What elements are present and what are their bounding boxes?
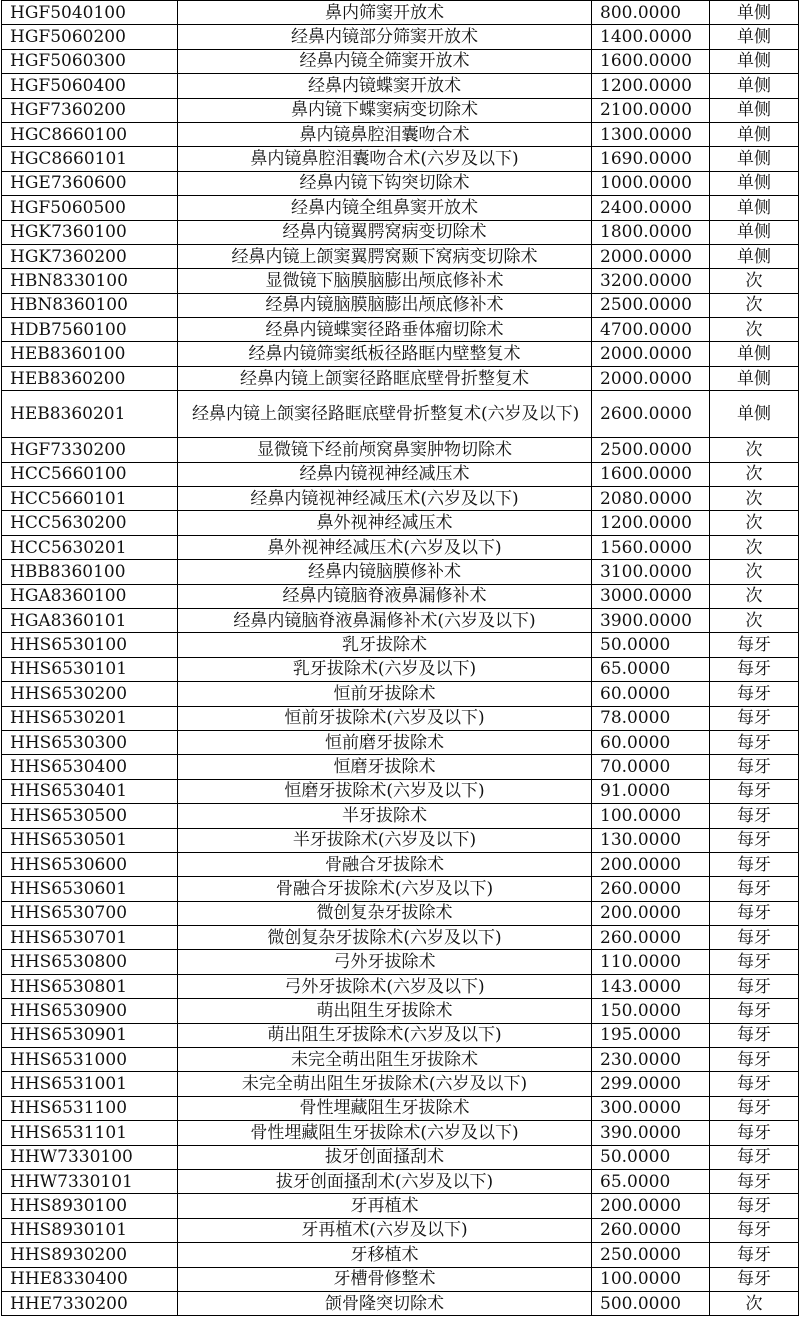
item-code-cell: HHS6530401	[2, 779, 178, 803]
item-name-cell: 经鼻内镜上颌窦径路眶底壁骨折整复术(六岁及以下)	[178, 391, 592, 438]
item-name-cell: 乳牙拔除术(六岁及以下)	[178, 657, 592, 681]
table-row	[2, 1169, 799, 1193]
item-code-cell: HHW7330100	[2, 1145, 178, 1169]
item-unit-cell: 每牙	[710, 1048, 799, 1072]
table-row	[2, 438, 799, 462]
table-row	[2, 1072, 799, 1096]
item-name-cell: 拔牙创面搔刮术(六岁及以下)	[178, 1169, 592, 1193]
item-unit-cell: 每牙	[710, 706, 799, 730]
item-code-cell: HCC5660100	[2, 462, 178, 486]
item-price-cell: 200.0000	[592, 1194, 710, 1218]
item-code-cell: HGF5060200	[2, 25, 178, 49]
item-code-cell: HBN8360100	[2, 293, 178, 317]
table-row	[2, 657, 799, 681]
table-row	[2, 755, 799, 779]
table-row	[2, 633, 799, 657]
table-row	[2, 487, 799, 511]
item-unit-cell: 每牙	[710, 950, 799, 974]
table-row	[2, 269, 799, 293]
item-price-cell: 50.0000	[592, 633, 710, 657]
item-code-cell: HHS6530700	[2, 901, 178, 925]
item-code-cell: HEB8360100	[2, 342, 178, 366]
item-name-cell: 鼻内镜下蝶窦病变切除术	[178, 98, 592, 122]
item-unit-cell: 单侧	[710, 1, 799, 25]
item-code-cell: HCC5660101	[2, 487, 178, 511]
item-name-cell: 未完全萌出阻生牙拔除术(六岁及以下)	[178, 1072, 592, 1096]
item-price-cell: 2000.0000	[592, 366, 710, 390]
item-price-cell: 1000.0000	[592, 171, 710, 195]
item-code-cell: HGE7360600	[2, 171, 178, 195]
table-row	[2, 1096, 799, 1120]
item-code-cell: HCC5630201	[2, 535, 178, 559]
table-row	[2, 1121, 799, 1145]
item-name-cell: 牙再植术	[178, 1194, 592, 1218]
item-price-cell: 2100.0000	[592, 98, 710, 122]
table-row	[2, 560, 799, 584]
item-price-cell: 1800.0000	[592, 220, 710, 244]
item-name-cell: 半牙拔除术	[178, 804, 592, 828]
item-price-cell: 60.0000	[592, 682, 710, 706]
item-price-cell: 143.0000	[592, 974, 710, 998]
item-name-cell: 颌骨隆突切除术	[178, 1291, 592, 1315]
item-price-cell: 130.0000	[592, 828, 710, 852]
item-name-cell: 经鼻内镜部分筛窦开放术	[178, 25, 592, 49]
item-code-cell: HHS8930100	[2, 1194, 178, 1218]
item-price-cell: 70.0000	[592, 755, 710, 779]
table-row	[2, 926, 799, 950]
item-unit-cell: 每牙	[710, 1218, 799, 1242]
item-name-cell: 鼻外视神经减压术(六岁及以下)	[178, 535, 592, 559]
item-name-cell: 显微镜下脑膜脑膨出颅底修补术	[178, 269, 592, 293]
item-code-cell: HHS6530501	[2, 828, 178, 852]
item-unit-cell: 单侧	[710, 122, 799, 146]
item-name-cell: 经鼻内镜上颌窦径路眶底壁骨折整复术	[178, 366, 592, 390]
item-name-cell: 骨融合牙拔除术	[178, 852, 592, 876]
item-unit-cell: 次	[710, 438, 799, 462]
item-price-cell: 2080.0000	[592, 487, 710, 511]
item-price-cell: 65.0000	[592, 1169, 710, 1193]
table-row	[2, 706, 799, 730]
item-unit-cell: 每牙	[710, 852, 799, 876]
table-row	[2, 342, 799, 366]
table-row	[2, 366, 799, 390]
item-code-cell: HGC8660100	[2, 122, 178, 146]
table-row	[2, 293, 799, 317]
item-price-cell: 1400.0000	[592, 25, 710, 49]
item-name-cell: 牙再植术(六岁及以下)	[178, 1218, 592, 1242]
table-row	[2, 999, 799, 1023]
item-code-cell: HHS6531001	[2, 1072, 178, 1096]
table-row	[2, 318, 799, 342]
item-code-cell: HHE7330200	[2, 1291, 178, 1315]
item-name-cell: 微创复杂牙拔除术	[178, 901, 592, 925]
item-price-cell: 1600.0000	[592, 49, 710, 73]
item-code-cell: HHS6530400	[2, 755, 178, 779]
item-name-cell: 恒前牙拔除术	[178, 682, 592, 706]
item-price-cell: 250.0000	[592, 1243, 710, 1267]
item-price-cell: 1690.0000	[592, 147, 710, 171]
table-row	[2, 49, 799, 73]
item-price-cell: 100.0000	[592, 804, 710, 828]
table-row	[2, 901, 799, 925]
item-price-cell: 110.0000	[592, 950, 710, 974]
item-name-cell: 鼻内镜鼻腔泪囊吻合术(六岁及以下)	[178, 147, 592, 171]
item-name-cell: 经鼻内镜全组鼻窦开放术	[178, 196, 592, 220]
item-price-cell: 2500.0000	[592, 438, 710, 462]
table-row	[2, 122, 799, 146]
item-code-cell: HHS6530200	[2, 682, 178, 706]
item-unit-cell: 每牙	[710, 974, 799, 998]
item-name-cell: 弓外牙拔除术	[178, 950, 592, 974]
table-row	[2, 1243, 799, 1267]
item-unit-cell: 每牙	[710, 999, 799, 1023]
item-code-cell: HHS6530500	[2, 804, 178, 828]
item-price-cell: 200.0000	[592, 901, 710, 925]
table-row	[2, 779, 799, 803]
item-price-cell: 1600.0000	[592, 462, 710, 486]
item-unit-cell: 单侧	[710, 342, 799, 366]
item-price-cell: 1200.0000	[592, 511, 710, 535]
item-name-cell: 鼻外视神经减压术	[178, 511, 592, 535]
item-price-cell: 1300.0000	[592, 122, 710, 146]
table-row	[2, 1, 799, 25]
item-name-cell: 经鼻内镜脑脊液鼻漏修补术	[178, 584, 592, 608]
item-price-cell: 3000.0000	[592, 584, 710, 608]
item-unit-cell: 次	[710, 560, 799, 584]
item-unit-cell: 每牙	[710, 1023, 799, 1047]
table-row	[2, 1291, 799, 1315]
table-row	[2, 877, 799, 901]
item-unit-cell: 次	[710, 608, 799, 632]
item-name-cell: 鼻内镜鼻腔泪囊吻合术	[178, 122, 592, 146]
item-unit-cell: 每牙	[710, 755, 799, 779]
item-name-cell: 未完全萌出阻生牙拔除术	[178, 1048, 592, 1072]
item-price-cell: 200.0000	[592, 852, 710, 876]
table-row	[2, 535, 799, 559]
item-name-cell: 骨性埋藏阻生牙拔除术	[178, 1096, 592, 1120]
item-unit-cell: 每牙	[710, 901, 799, 925]
item-price-cell: 78.0000	[592, 706, 710, 730]
table-row	[2, 1218, 799, 1242]
table-row	[2, 682, 799, 706]
item-unit-cell: 次	[710, 511, 799, 535]
item-unit-cell: 每牙	[710, 1145, 799, 1169]
item-unit-cell: 每牙	[710, 682, 799, 706]
table-row	[2, 1194, 799, 1218]
item-unit-cell: 单侧	[710, 147, 799, 171]
item-code-cell: HCC5630200	[2, 511, 178, 535]
item-unit-cell: 次	[710, 1291, 799, 1315]
item-name-cell: 经鼻内镜筛窦纸板径路眶内壁整复术	[178, 342, 592, 366]
item-price-cell: 3900.0000	[592, 608, 710, 632]
item-name-cell: 恒磨牙拔除术(六岁及以下)	[178, 779, 592, 803]
item-unit-cell: 每牙	[710, 828, 799, 852]
item-code-cell: HHS6530900	[2, 999, 178, 1023]
table-row	[2, 147, 799, 171]
item-code-cell: HHS6530100	[2, 633, 178, 657]
item-unit-cell: 单侧	[710, 366, 799, 390]
table-row	[2, 511, 799, 535]
item-code-cell: HGF7360200	[2, 98, 178, 122]
item-name-cell: 半牙拔除术(六岁及以下)	[178, 828, 592, 852]
item-code-cell: HHS6530601	[2, 877, 178, 901]
item-name-cell: 恒前牙拔除术(六岁及以下)	[178, 706, 592, 730]
item-unit-cell: 每牙	[710, 657, 799, 681]
item-unit-cell: 每牙	[710, 1267, 799, 1291]
item-unit-cell: 单侧	[710, 74, 799, 98]
item-price-cell: 1560.0000	[592, 535, 710, 559]
fee-table-body	[2, 1, 799, 1316]
table-row	[2, 1145, 799, 1169]
item-unit-cell: 次	[710, 462, 799, 486]
item-name-cell: 拔牙创面搔刮术	[178, 1145, 592, 1169]
item-code-cell: HGF7330200	[2, 438, 178, 462]
item-price-cell: 195.0000	[592, 1023, 710, 1047]
table-row	[2, 74, 799, 98]
item-unit-cell: 每牙	[710, 1121, 799, 1145]
item-price-cell: 2600.0000	[592, 391, 710, 438]
item-name-cell: 牙槽骨修整术	[178, 1267, 592, 1291]
item-unit-cell: 每牙	[710, 1194, 799, 1218]
item-unit-cell: 单侧	[710, 196, 799, 220]
item-unit-cell: 次	[710, 584, 799, 608]
item-name-cell: 骨性埋藏阻生牙拔除术(六岁及以下)	[178, 1121, 592, 1145]
item-price-cell: 60.0000	[592, 730, 710, 754]
item-code-cell: HGK7360100	[2, 220, 178, 244]
item-unit-cell: 单侧	[710, 25, 799, 49]
item-unit-cell: 每牙	[710, 877, 799, 901]
item-code-cell: HGF5060500	[2, 196, 178, 220]
item-name-cell: 经鼻内镜脑脊液鼻漏修补术(六岁及以下)	[178, 608, 592, 632]
item-unit-cell: 单侧	[710, 98, 799, 122]
item-unit-cell: 单侧	[710, 220, 799, 244]
item-price-cell: 260.0000	[592, 877, 710, 901]
item-name-cell: 经鼻内镜上颌窦翼腭窝颞下窝病变切除术	[178, 244, 592, 268]
table-row	[2, 804, 799, 828]
item-code-cell: HHS6530701	[2, 926, 178, 950]
table-row	[2, 730, 799, 754]
item-unit-cell: 每牙	[710, 1169, 799, 1193]
table-row	[2, 220, 799, 244]
item-name-cell: 微创复杂牙拔除术(六岁及以下)	[178, 926, 592, 950]
item-price-cell: 2000.0000	[592, 244, 710, 268]
item-code-cell: HHS6530901	[2, 1023, 178, 1047]
item-code-cell: HGF5060300	[2, 49, 178, 73]
item-code-cell: HEB8360200	[2, 366, 178, 390]
item-code-cell: HHS6530800	[2, 950, 178, 974]
item-price-cell: 300.0000	[592, 1096, 710, 1120]
item-unit-cell: 每牙	[710, 730, 799, 754]
item-price-cell: 800.0000	[592, 1, 710, 25]
item-price-cell: 4700.0000	[592, 318, 710, 342]
item-code-cell: HGK7360200	[2, 244, 178, 268]
table-row	[2, 852, 799, 876]
item-name-cell: 乳牙拔除术	[178, 633, 592, 657]
item-name-cell: 恒磨牙拔除术	[178, 755, 592, 779]
item-code-cell: HHS8930200	[2, 1243, 178, 1267]
item-price-cell: 260.0000	[592, 926, 710, 950]
item-unit-cell: 次	[710, 269, 799, 293]
item-name-cell: 经鼻内镜蝶窦径路垂体瘤切除术	[178, 318, 592, 342]
item-price-cell: 1200.0000	[592, 74, 710, 98]
table-row	[2, 1267, 799, 1291]
item-unit-cell: 每牙	[710, 633, 799, 657]
item-unit-cell: 每牙	[710, 1096, 799, 1120]
item-price-cell: 2500.0000	[592, 293, 710, 317]
item-unit-cell: 次	[710, 318, 799, 342]
item-code-cell: HGA8360100	[2, 584, 178, 608]
item-price-cell: 50.0000	[592, 1145, 710, 1169]
item-code-cell: HHS6530201	[2, 706, 178, 730]
table-row	[2, 98, 799, 122]
table-row	[2, 828, 799, 852]
item-name-cell: 经鼻内镜下钩突切除术	[178, 171, 592, 195]
item-unit-cell: 单侧	[710, 171, 799, 195]
fee-table	[1, 0, 799, 1316]
item-code-cell: HHS6531101	[2, 1121, 178, 1145]
item-name-cell: 经鼻内镜翼腭窝病变切除术	[178, 220, 592, 244]
item-unit-cell: 单侧	[710, 49, 799, 73]
item-name-cell: 鼻内筛窦开放术	[178, 1, 592, 25]
item-unit-cell: 每牙	[710, 926, 799, 950]
item-code-cell: HHS6530300	[2, 730, 178, 754]
table-row	[2, 950, 799, 974]
item-name-cell: 骨融合牙拔除术(六岁及以下)	[178, 877, 592, 901]
item-code-cell: HHS8930101	[2, 1218, 178, 1242]
item-code-cell: HHS6530101	[2, 657, 178, 681]
item-price-cell: 299.0000	[592, 1072, 710, 1096]
item-name-cell: 经鼻内镜视神经减压术(六岁及以下)	[178, 487, 592, 511]
table-row	[2, 391, 799, 438]
table-row	[2, 974, 799, 998]
item-price-cell: 230.0000	[592, 1048, 710, 1072]
item-code-cell: HHS6530600	[2, 852, 178, 876]
item-price-cell: 3200.0000	[592, 269, 710, 293]
item-price-cell: 3100.0000	[592, 560, 710, 584]
item-name-cell: 经鼻内镜全筛窦开放术	[178, 49, 592, 73]
table-row	[2, 584, 799, 608]
table-row	[2, 196, 799, 220]
item-code-cell: HDB7560100	[2, 318, 178, 342]
item-unit-cell: 每牙	[710, 1072, 799, 1096]
item-unit-cell: 次	[710, 487, 799, 511]
item-name-cell: 恒前磨牙拔除术	[178, 730, 592, 754]
item-unit-cell: 单侧	[710, 244, 799, 268]
item-price-cell: 100.0000	[592, 1267, 710, 1291]
item-code-cell: HGA8360101	[2, 608, 178, 632]
item-code-cell: HHE8330400	[2, 1267, 178, 1291]
table-row	[2, 1048, 799, 1072]
item-price-cell: 2000.0000	[592, 342, 710, 366]
item-name-cell: 经鼻内镜蝶窦开放术	[178, 74, 592, 98]
item-code-cell: HHS6531100	[2, 1096, 178, 1120]
item-price-cell: 65.0000	[592, 657, 710, 681]
item-name-cell: 显微镜下经前颅窝鼻窦肿物切除术	[178, 438, 592, 462]
item-unit-cell: 每牙	[710, 779, 799, 803]
item-code-cell: HGC8660101	[2, 147, 178, 171]
item-price-cell: 390.0000	[592, 1121, 710, 1145]
item-unit-cell: 单侧	[710, 391, 799, 438]
table-row	[2, 25, 799, 49]
item-name-cell: 经鼻内镜脑膜修补术	[178, 560, 592, 584]
item-code-cell: HHS6530801	[2, 974, 178, 998]
table-row	[2, 462, 799, 486]
item-code-cell: HHW7330101	[2, 1169, 178, 1193]
item-name-cell: 弓外牙拔除术(六岁及以下)	[178, 974, 592, 998]
item-price-cell: 260.0000	[592, 1218, 710, 1242]
item-name-cell: 经鼻内镜脑膜脑膨出颅底修补术	[178, 293, 592, 317]
item-name-cell: 萌出阻生牙拔除术(六岁及以下)	[178, 1023, 592, 1047]
item-code-cell: HGF5060400	[2, 74, 178, 98]
item-code-cell: HEB8360201	[2, 391, 178, 438]
item-unit-cell: 次	[710, 293, 799, 317]
item-unit-cell: 每牙	[710, 804, 799, 828]
item-code-cell: HGF5040100	[2, 1, 178, 25]
item-code-cell: HBN8330100	[2, 269, 178, 293]
item-price-cell: 150.0000	[592, 999, 710, 1023]
table-row	[2, 244, 799, 268]
table-row	[2, 1023, 799, 1047]
item-code-cell: HHS6531000	[2, 1048, 178, 1072]
item-code-cell: HBB8360100	[2, 560, 178, 584]
item-name-cell: 萌出阻生牙拔除术	[178, 999, 592, 1023]
item-unit-cell: 每牙	[710, 1243, 799, 1267]
item-price-cell: 2400.0000	[592, 196, 710, 220]
item-name-cell: 经鼻内镜视神经减压术	[178, 462, 592, 486]
item-price-cell: 500.0000	[592, 1291, 710, 1315]
item-unit-cell: 次	[710, 535, 799, 559]
item-price-cell: 91.0000	[592, 779, 710, 803]
table-row	[2, 171, 799, 195]
item-name-cell: 牙移植术	[178, 1243, 592, 1267]
table-row	[2, 608, 799, 632]
